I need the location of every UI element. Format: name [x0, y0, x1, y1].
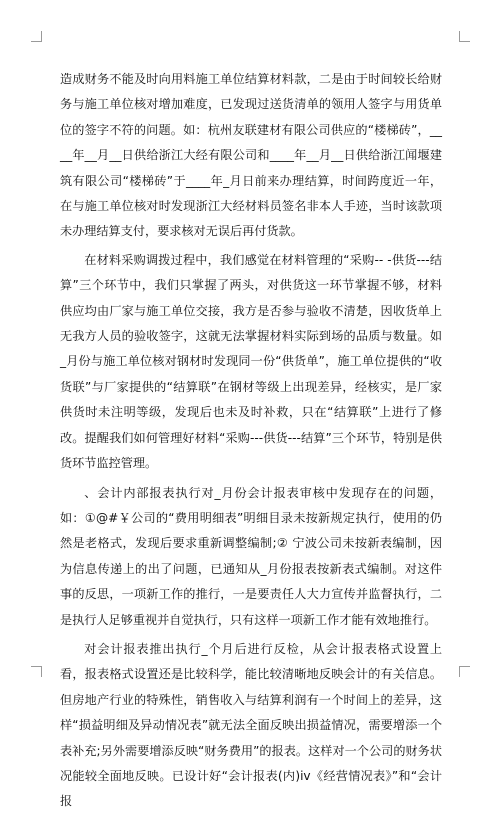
paragraph-continuation: 造成财务不能及时向用料施工单位结算材料款，二是由于时间较长给财务与施工单位核对增加难度，已发现过送货清单的领用人签字与用货单位的签字不符的问题。如：杭州友联建材有限公司供应的“楼梯砖”，____年__月__日供给浙江大经有限公司和____年__月__日供给浙江闻堰建筑有限公司“楼梯砖”于____年_月日前来办理结算，时间跨度近一年，在与施工单位核对时发现浙江大经材料员签名非本人手迹，当时该款项未办理结算支付，要求核对无误后再付货款。: [60, 72, 442, 239]
paragraph-material-procurement: 在材料采购调拨过程中，我们感觉在材料管理的“采购-- -供货---结算”三个环节中，我们只掌握了两头，对供货这一环节掌握不够，材料供应均由厂家与施工单位交接，我方是否参与验收不清楚，因收货单上无我方人员的验收签字，这就无法掌握材料实际到场的品质与数量。如_月份与施工单位核对钢材时发现同一份“供货单”，施工单位提供的“收货联”与厂家提供的“结算联”在钢材等级上出现差异，经核实，是厂家供货时未注明等级，发现后也未及时补救，只在“结算联”上进行了修改。提醒我们如何管理好材料“采购---供货---结算”三个环节，特别是供货环节监控管理。: [60, 252, 442, 471]
crop-mark-top-right: [459, 31, 470, 42]
crop-mark-top-left: [31, 31, 42, 42]
paragraph-internal-reports: 、会计内部报表执行对_月份会计报表审核中发现存在的问题，如：①@#￥公司的“费用明细表”明细目录未按新规定执行，使用的仍然是老格式，发现后要求重新调整编制;② 宁波公司未按新表编制，因为信息传递上的出了问题，已通知从_月份报表按新表式编制。对这件事的反思，一项新工作的推行，一是要责任人大力宣传并监督执行，二是执行人足够重视并自觉执行，只有这样一项新工作才能有效地推行。: [60, 485, 442, 627]
document-body: [60, 67, 442, 815]
crop-mark-bottom-left: [31, 666, 42, 677]
crop-mark-bottom-right: [459, 666, 470, 677]
paragraph-report-review: 对会计报表推出执行_个月后进行反检，从会计报表格式设置上看，报表格式设置还是比较科学，能比较清晰地反映会计的有关信息。但房地产行业的特殊性，销售收入与结算利润有一个时间上的差异，这样“损益明细及异动情况表”就无法全面反映出损益情况，需要增添一个表补充;另外需要增添反映“财务费用”的报表。这样对一个公司的财务状况能较全面地反映。已设计好“会计报表(内)iv《经营情况表》”和“会计报: [60, 641, 442, 809]
